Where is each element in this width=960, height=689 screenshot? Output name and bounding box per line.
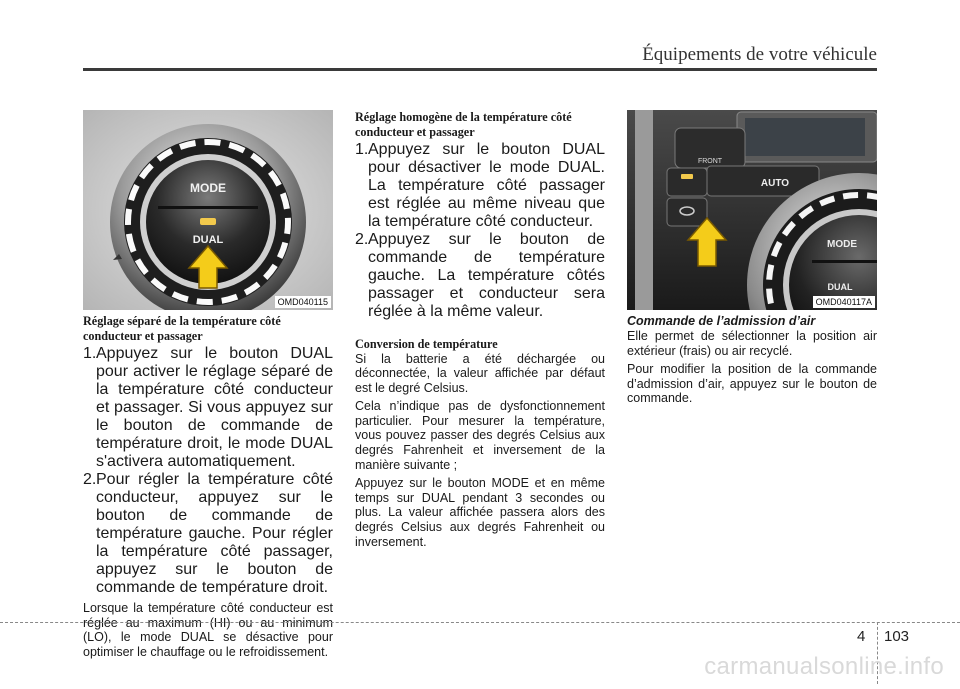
section-heading: Réglage homogène de la température côté conducteur et passager: [355, 110, 572, 139]
list-text: Appuyez sur le bouton DUAL pour activer le réglage séparé de la température côté conducteur et passager. Si vous appuyez sur le bouton de commande de température droit, le mode DUAL s'activera automatiquement.: [96, 345, 333, 470]
mode-button-label: MODE: [190, 181, 226, 195]
dual-knob-illustration: [83, 110, 333, 310]
paragraph: Cela n’indique pas de dysfonctionnement particulier. Pour mesurer la température, vous pouvez passer des degrés Celsius aux degrés Fahrenheit et inversement de la manière suivante ;: [355, 399, 605, 472]
front-defrost-label: FRONT: [697, 158, 723, 165]
paragraph: Appuyez sur le bouton MODE et en même temps sur DUAL pendant 3 secondes ou plus. La valeur affichée passera alors des degrés Celsius aux degrés Fahrenheit ou inversement.: [355, 476, 605, 549]
figure-id-label: OMD040117A: [813, 296, 875, 308]
footer-rule: [0, 622, 960, 623]
section-heading: Conversion de température: [355, 337, 498, 351]
list-item: [355, 141, 605, 231]
page-number: 103: [884, 628, 910, 645]
figure-control-panel: [627, 110, 877, 310]
paragraph: Si la batterie a été déchargée ou déconnectée, la valeur affichée par défaut est le degré Celsius.: [355, 351, 605, 395]
list-item: [355, 231, 605, 321]
mode-button-label: MODE: [827, 239, 857, 250]
figure-dual-knob: [83, 110, 333, 310]
column-1: [83, 110, 333, 659]
chapter-number: 4: [857, 628, 866, 645]
list-number: 1.: [83, 345, 97, 362]
list-number: 2.: [83, 471, 97, 488]
section-heading: Réglage séparé de la température côté conducteur et passager: [83, 314, 281, 343]
paragraph: Pour modifier la position de la commande d’admission d’air, appuyez sur le bouton de commande.: [627, 362, 877, 406]
figure-id-label: OMD040115: [275, 296, 331, 308]
list-number: 2.: [355, 231, 369, 248]
list-text: Appuyez sur le bouton de commande de température gauche. La température côtés passager et conducteur sera réglée à la même valeur.: [368, 231, 605, 320]
dual-button-label: DUAL: [192, 234, 224, 246]
paragraph: Lorsque la température côté conducteur est réglée au maximum (HI) ou au minimum (LO), le mode DUAL se désactive pour optimiser le chauffage ou le refroidissement.: [83, 601, 333, 659]
auto-button-label: AUTO: [760, 178, 790, 189]
list-text: Appuyez sur le bouton DUAL pour désactiver le mode DUAL. La température côté passager est réglée au même niveau que la température côté conducteur.: [368, 141, 605, 230]
page-header-title: Équipements de votre véhicule: [642, 44, 877, 65]
list-item: [83, 345, 333, 471]
section-heading: Commande de l’admission d’air: [627, 314, 816, 328]
watermark: carmanualsonline.info: [704, 653, 944, 680]
paragraph: Elle permet de sélectionner la position air extérieur (frais) ou air recyclé.: [627, 329, 877, 358]
dual-button-label: DUAL: [827, 282, 853, 292]
column-2: [355, 110, 605, 549]
column-3: [627, 110, 877, 406]
header-rule: [83, 68, 877, 71]
list-text: Pour régler la température côté conducteur, appuyez sur le bouton de commande de température gauche. Pour régler la température côté passager, appuyez sur le bouton de commande de température droit.: [96, 471, 333, 596]
list-item: [83, 471, 333, 597]
control-panel-illustration: [627, 110, 877, 310]
list-number: 1.: [355, 141, 369, 158]
